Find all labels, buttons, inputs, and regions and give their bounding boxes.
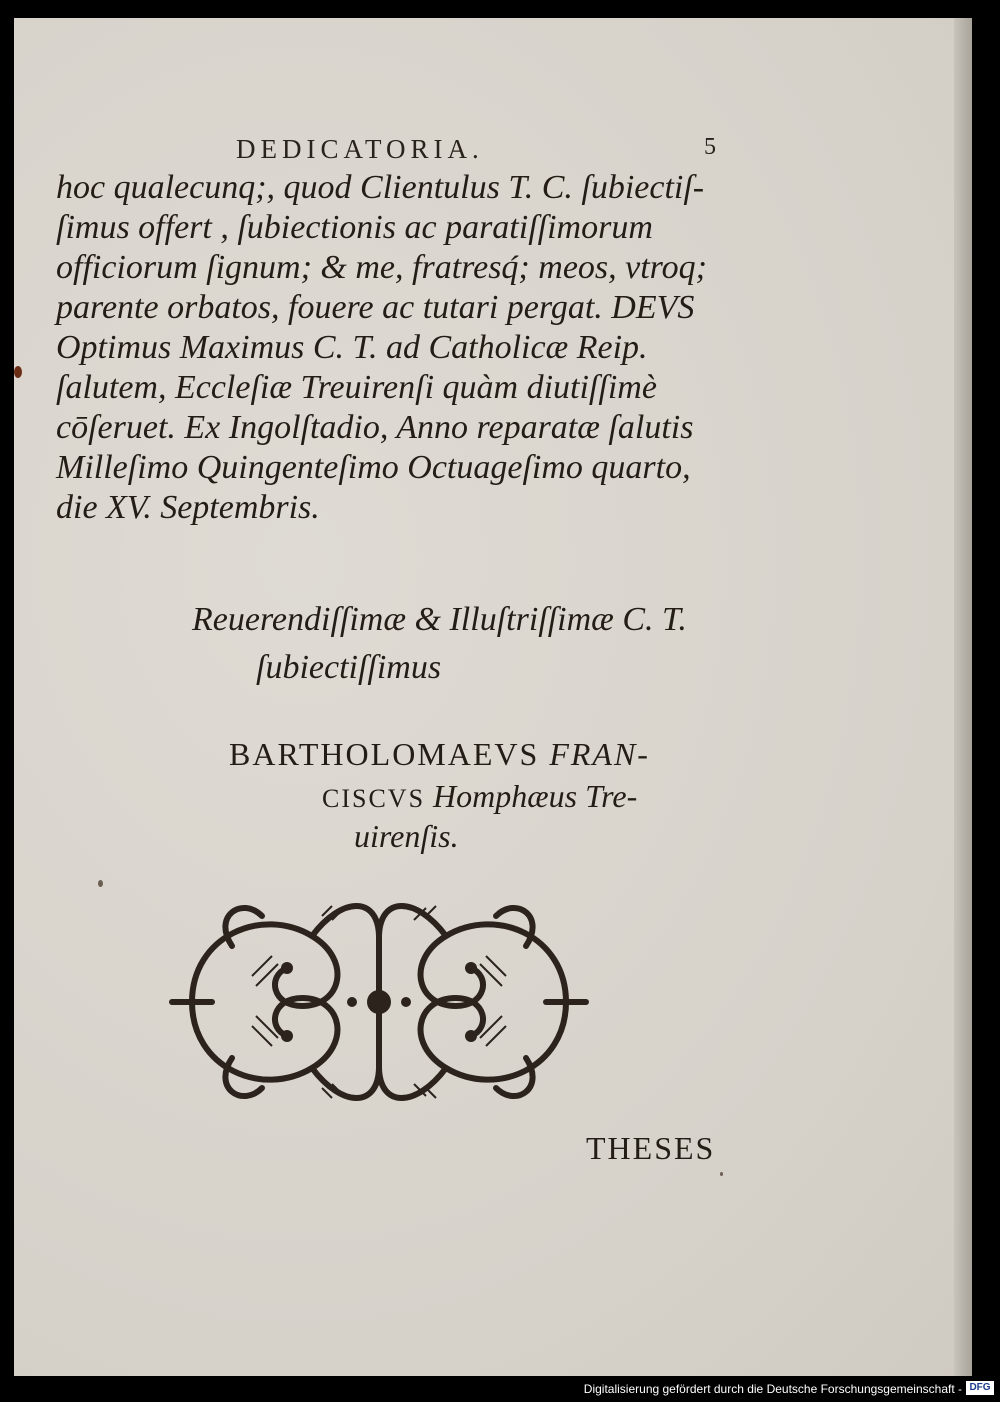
dfg-logo-icon: DFG	[966, 1381, 994, 1395]
text-line: Optimus Maximus C. T. ad Catholicæ Reip.	[56, 329, 648, 366]
author-name-line2	[322, 778, 637, 815]
author-name-line3: uirenſis.	[354, 818, 459, 854]
text-line: Milleſimo Quingenteſimo Octuageſimo quarto,	[56, 449, 691, 486]
author-name-line1	[229, 736, 650, 773]
text-line: ſimus offert , ſubiectionis ac paratiſſimorum	[56, 209, 653, 246]
paper-speck	[98, 880, 103, 887]
page-edge	[954, 18, 972, 1376]
text-line: die XV. Septembris.	[56, 489, 320, 526]
text-line: cōſeruet. Ex Ingolſtadio, Anno reparatæ ſalutis	[56, 409, 694, 446]
page-number: 5	[704, 134, 716, 160]
ink-blot	[14, 366, 22, 378]
running-header: DEDICATORIA.	[236, 134, 484, 164]
text-line: officiorum ſignum; & me, fratresq́; meos, vtroq;	[56, 249, 707, 286]
author-name-caps: CISCVS	[322, 784, 426, 813]
book-page	[14, 18, 972, 1376]
text-line: ſalutem, Eccleſiæ Treuirenſi quàm diutiſſimè	[56, 369, 657, 406]
author-name-italic: Homphæus Tre-	[433, 778, 638, 814]
author-name-caps: BARTHOLOMAEVS	[229, 736, 540, 772]
signature-subject: ſubiectiſſimus	[256, 649, 442, 686]
paper-speck	[720, 1172, 723, 1176]
woodcut-ornament-icon	[152, 876, 606, 1128]
footer-bar	[0, 1376, 1000, 1402]
text-line: parente orbatos, fouere ac tutari pergat. DEVS	[56, 289, 695, 326]
signature-salutation: Reuerendiſſimæ & Illuſtriſſimæ C. T.	[192, 601, 687, 638]
footer-credit: Digitalisierung gefördert durch die Deutsche Forschungsgemeinschaft -	[583, 1382, 962, 1396]
dedication-text	[56, 168, 746, 528]
catchword: THESES	[586, 1130, 716, 1166]
text-line: hoc qualecunq;, quod Clientulus T. C. ſubiectiſ-	[56, 169, 705, 206]
author-name-italic: FRAN-	[549, 736, 650, 772]
